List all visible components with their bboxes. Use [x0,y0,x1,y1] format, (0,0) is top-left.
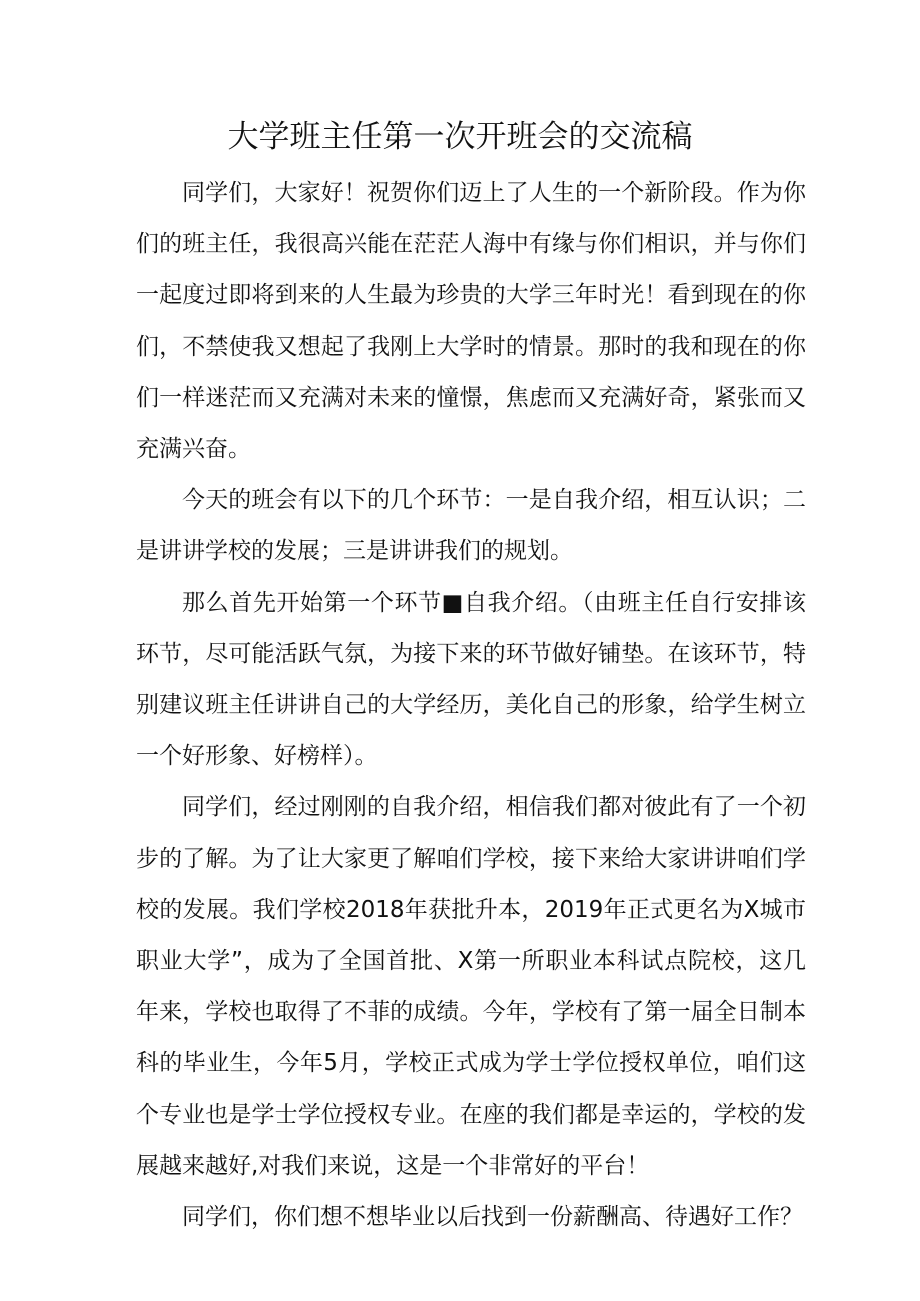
paragraph-career-question: 同学们，你们想不想毕业以后找到一份薪酬高、待遇好工作？ [182,1204,803,1231]
paragraph-school-development: 同学们，经过刚刚的自我介绍，相信我们都对彼此有了一个初步的了解。为了让大家更了解咱们学校，接下来给大家讲讲咱们学校的发展。我们学校2018年获批升本，2019年正式更名为X城市职业大学”，成为了全国首批、X第一所职业本科试点院校，这几年来，学校也取得了不菲的成绩。今年，学校有了第一届全日制本科的毕业生，今年5月，学校正式成为学士学位授权单位，咱们这个专业也是学士学位授权专业。在座的我们都是幸运的，学校的发展越来越好,对我们来说，这是一个非常好的平台！ [136,794,806,1179]
paragraph-agenda: 今天的班会有以下的几个环节：一是自我介绍，相互认识；二是讲讲学校的发展；三是讲讲我们的规划。 [136,487,806,565]
document-title: 大学班主任第一次开班会的交流稿 [227,119,693,155]
paragraph-self-introduction: 那么首先开始第一个环节■自我介绍。（由班主任自行安排该环节，尽可能活跃气氛，为接下来的环节做好铺垫。在该环节，特别建议班主任讲讲自己的大学经历，美化自己的形象，给学生树立一个好形象、好榜样）。 [136,589,806,770]
document-body [136,168,806,1243]
paragraph-greeting: 同学们，大家好！祝贺你们迈上了人生的一个新阶段。作为你们的班主任，我很高兴能在茫茫人海中有缘与你们相识，并与你们一起度过即将到来的人生最为珍贵的大学三年时光！看到现在的你们，不禁使我又想起了我刚上大学时的情景。那时的我和现在的你们一样迷茫而又充满对未来的憧憬，焦虑而又充满好奇，紧张而又充满兴奋。 [136,180,806,463]
